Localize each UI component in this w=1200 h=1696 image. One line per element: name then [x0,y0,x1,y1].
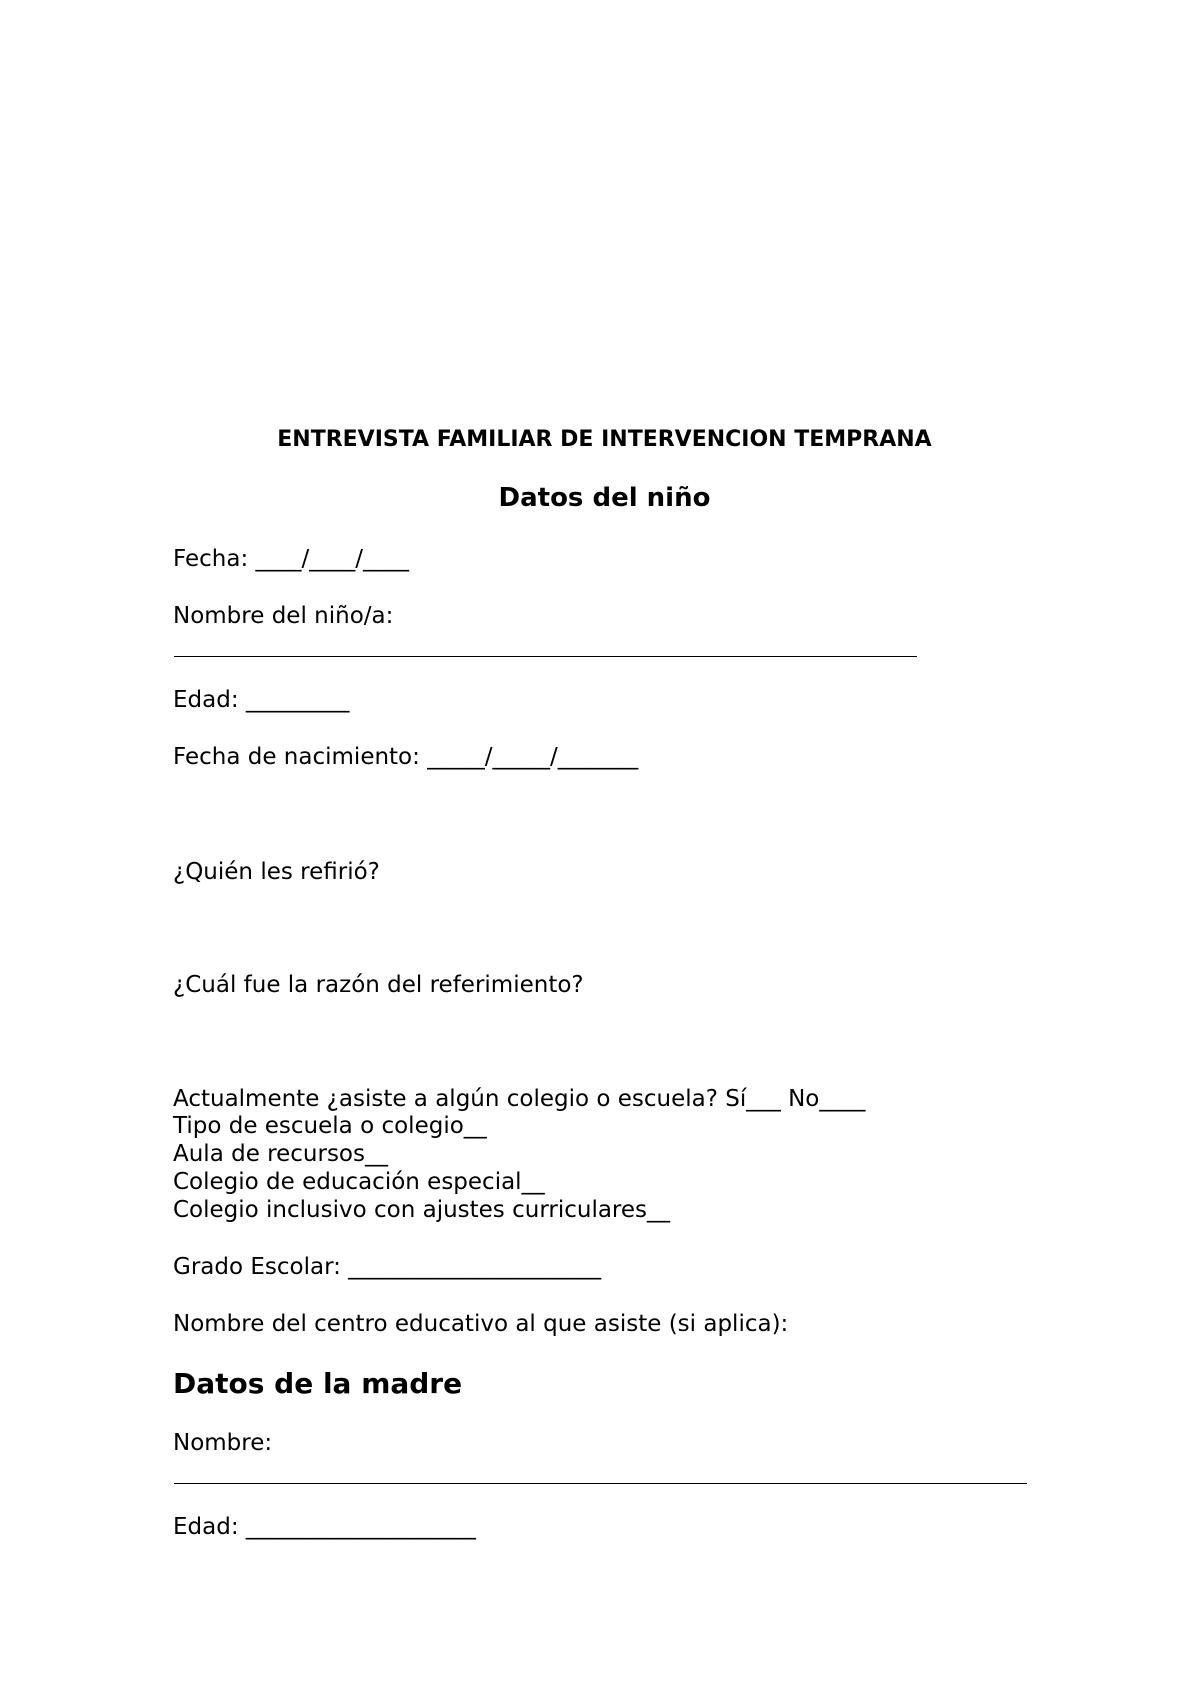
mother-age-field: Edad: ____________________ [173,1514,476,1540]
child-section-heading: Datos del niño [498,483,711,513]
child-name-line [174,656,917,657]
document-title: ENTREVISTA FAMILIAR DE INTERVENCION TEMPRANA [277,427,932,452]
referral-source-question: ¿Quién les refirió? [173,859,380,885]
school-name-question: Nombre del centro educativo al que asiste (si aplica): [173,1311,789,1337]
mother-name-line [174,1483,1027,1484]
school-attendance-question: Actualmente ¿asiste a algún colegio o escuela? Sí___ No____ [173,1086,866,1112]
school-grade-field: Grado Escolar: ______________________ [173,1254,602,1280]
school-type-option: Tipo de escuela o colegio__ [173,1113,487,1139]
resource-classroom-option: Aula de recursos__ [173,1141,388,1167]
inclusive-school-option: Colegio inclusivo con ajustes curriculares__ [173,1197,671,1223]
referral-reason-question: ¿Cuál fue la razón del referimiento? [173,972,584,998]
special-education-option: Colegio de educación especial__ [173,1169,545,1195]
birth-date-field: Fecha de nacimiento: _____/_____/_______ [173,744,639,770]
fecha-field: Fecha: ____/____/____ [173,546,409,572]
child-name-label: Nombre del niño/a: [173,603,394,629]
mother-section-heading: Datos de la madre [173,1367,463,1400]
mother-name-label: Nombre: [173,1430,273,1456]
child-age-field: Edad: _________ [173,687,350,713]
